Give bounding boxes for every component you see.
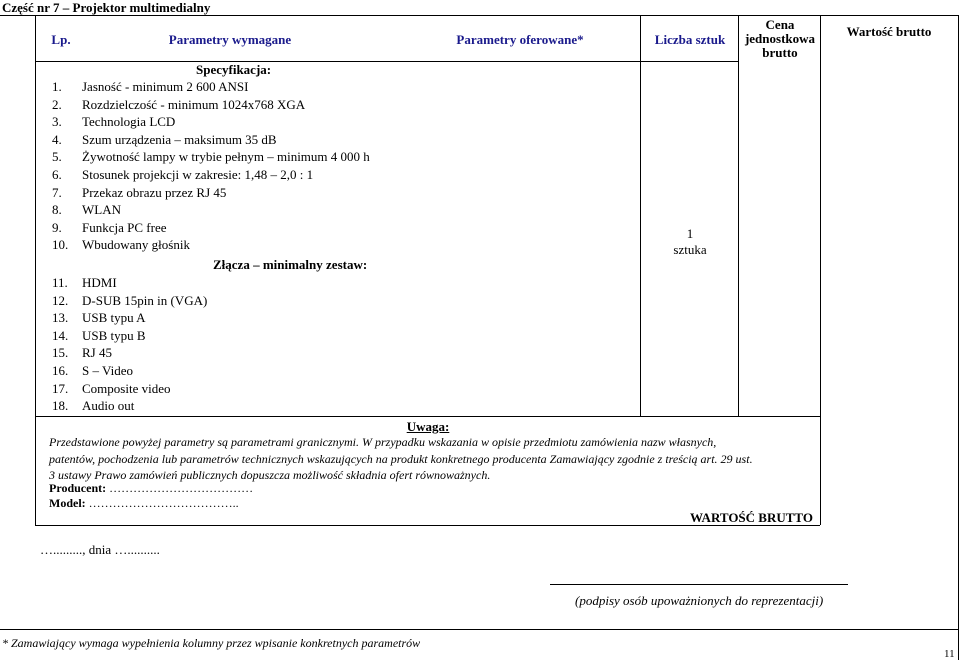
row-number: 18.	[52, 398, 69, 414]
row-text: Wbudowany głośnik	[82, 237, 190, 253]
row-text: WLAN	[82, 202, 121, 218]
header-offered: Parametry oferowane*	[456, 32, 584, 47]
page-title: Część nr 7 – Projektor multimedialny	[2, 0, 211, 15]
header-required: Parametry wymagane	[168, 32, 292, 47]
page-number: 11	[944, 648, 955, 660]
header-bottom-border	[35, 61, 738, 62]
signature-line	[550, 584, 848, 585]
row-text: Technologia LCD	[82, 114, 176, 130]
note-heading: Uwaga:	[406, 419, 450, 434]
footnote: * Zamawiający wymaga wypełnienia kolumny przez wpisanie konkretnych parametrów	[2, 636, 421, 650]
row-text: USB typu B	[82, 327, 146, 343]
table-top-border	[0, 15, 958, 16]
row-number: 8.	[52, 202, 62, 218]
row-number: 12.	[52, 292, 69, 308]
row-number: 4.	[52, 131, 62, 147]
header-lp: Lp.	[51, 32, 71, 47]
row-number: 13.	[52, 310, 69, 326]
header-unit-price: Cena jednostkowa brutto	[744, 17, 816, 60]
model-dots[interactable]: ………………………………..	[88, 496, 239, 510]
row-number: 2.	[52, 96, 62, 112]
row-text: Rozdzielczość - minimum 1024x768 XGA	[82, 96, 306, 112]
date-line[interactable]: …........., dnia …..........	[40, 542, 160, 557]
header-qty: Liczba sztuk	[654, 32, 726, 47]
price-col-left-border	[738, 15, 739, 416]
row-text: HDMI	[82, 275, 117, 290]
producer-dots[interactable]: ………………………………	[109, 481, 254, 495]
spec-heading: Specyfikacja:	[196, 62, 272, 77]
row-text: USB typu A	[82, 310, 146, 326]
producer-line	[49, 481, 253, 496]
row-text: RJ 45	[82, 345, 112, 361]
qty-cell	[642, 226, 738, 258]
row-text: Jasność - minimum 2 600 ANSI	[82, 79, 249, 94]
note-line-1: Przedstawione powyżej parametry są parametrami granicznymi. W przypadku wskazania w opisie przedmiotu zamówienia nazw własnych,	[49, 435, 717, 449]
qty-value: 1	[686, 226, 694, 241]
row-text: Audio out	[82, 398, 135, 414]
qty-unit: sztuka	[673, 242, 707, 257]
row-number: 15.	[52, 345, 69, 361]
rows-bottom-border	[35, 416, 820, 417]
table-left-border	[35, 15, 36, 525]
row-text: Funkcja PC free	[82, 219, 167, 235]
row-text: S – Video	[82, 363, 133, 378]
page-right-border	[958, 15, 959, 660]
row-number: 14.	[52, 327, 69, 343]
value-col-left-border	[820, 15, 821, 525]
row-text: D-SUB 15pin in (VGA)	[82, 292, 208, 308]
total-label: WARTOŚĆ BRUTTO	[690, 510, 813, 525]
note-line-3: 3 ustawy Prawo zamówień publicznych dopuszcza możliwość składnia ofert równoważnych.	[49, 468, 491, 482]
row-number: 11.	[52, 275, 68, 290]
row-number: 10.	[52, 237, 69, 253]
row-text: Szum urządzenia – maksimum 35 dB	[82, 131, 277, 147]
row-text: Przekaz obrazu przez RJ 45	[82, 184, 227, 200]
row-number: 5.	[52, 149, 62, 165]
note-line-2: patentów, pochodzenia lub parametrów technicznych wskazujących na produkt konkretnego producenta Zamawiający zgodnie z treścią art. 29 ust.	[49, 452, 753, 466]
qty-col-left-border	[640, 15, 641, 416]
row-number: 9.	[52, 219, 62, 235]
row-number: 6.	[52, 167, 62, 182]
signature-caption: (podpisy osób upoważnionych do reprezentacji)	[575, 593, 824, 608]
row-text: Composite video	[82, 380, 171, 396]
row-number: 3.	[52, 114, 62, 130]
connectors-heading: Złącza – minimalny zestaw:	[213, 257, 368, 272]
row-number: 1.	[52, 79, 62, 94]
model-label: Model:	[49, 496, 86, 510]
row-text: Żywotność lampy w trybie pełnym – minimum 4 000 h	[82, 149, 370, 165]
row-number: 16.	[52, 363, 69, 378]
row-number: 17.	[52, 380, 69, 396]
footnote-separator	[0, 629, 958, 630]
header-value: Wartość brutto	[846, 24, 932, 39]
row-text: Stosunek projekcji w zakresie: 1,48 – 2,0 : 1	[82, 167, 314, 182]
producer-label: Producent:	[49, 481, 107, 495]
row-number: 7.	[52, 184, 62, 200]
model-line	[49, 496, 239, 511]
